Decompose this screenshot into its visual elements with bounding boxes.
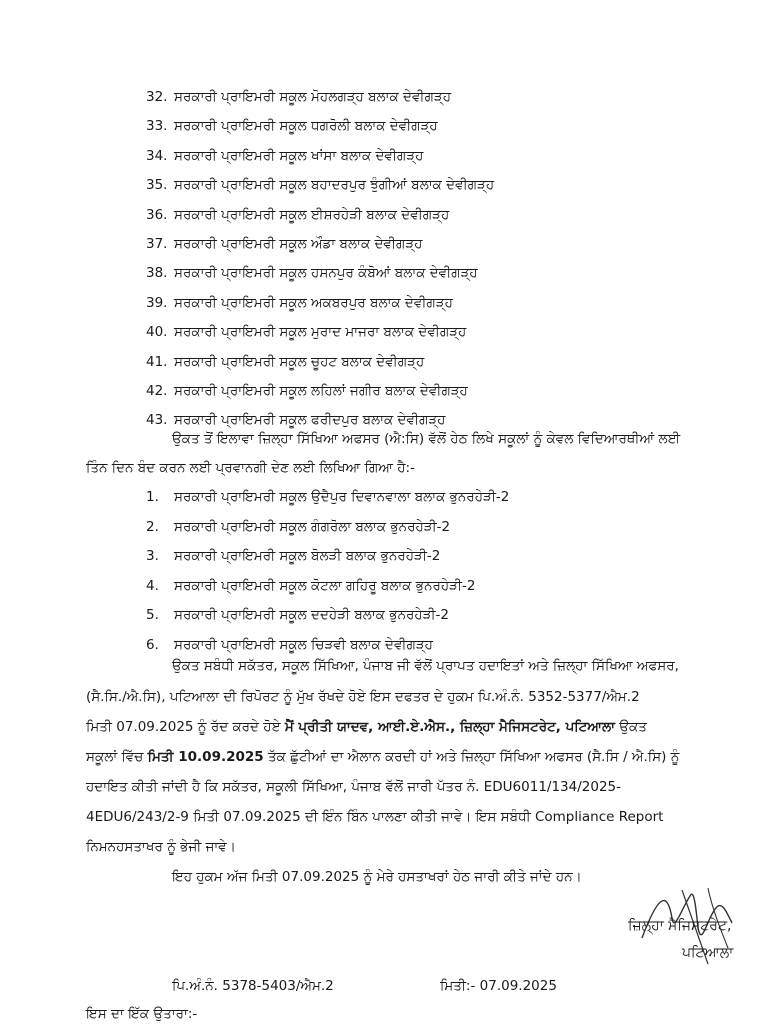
list-item-text: ਸਰਕਾਰੀ ਪ੍ਰਾਇਮਰੀ ਸਕੂਲ ਕੋਟਲਾ ਗਹਿਰੂ ਬਲਾਕ ਭੁਨਰਹੇੜੀ-2 bbox=[174, 577, 476, 594]
list-item-text: ਸਰਕਾਰੀ ਪ੍ਰਾਇਮਰੀ ਸਕੂਲ ਚੂਹਟ ਬਲਾਕ ਦੇਵੀਗੜ੍ਹ bbox=[174, 353, 425, 370]
signatory-title: ਜ਼ਿਲ੍ਹਾ ਮੈਜਿਸਟਰੇਟ, bbox=[628, 918, 732, 934]
list-item-number: 35. bbox=[146, 177, 168, 194]
list-item-text: ਸਰਕਾਰੀ ਪ੍ਰਾਇਮਰੀ ਸਕੂਲ ਮੋਹਲਗੜ੍ਹ ਬਲਾਕ ਦੇਵੀਗੜ੍ਹ bbox=[174, 89, 451, 105]
list-item-text: ਸਰਕਾਰੀ ਪ੍ਰਾਇਮਰੀ ਸਕੂਲ ਉਦੈਪੁਰ ਦਿਵਾਨਵਾਲਾ ਬਲਾਕ ਭੁਨਰਹੇੜੀ-2 bbox=[174, 489, 510, 505]
signatory-place: ਪਟਿਆਲਾ bbox=[682, 945, 734, 961]
list-item-number: 40. bbox=[146, 324, 168, 341]
list-item-text: ਸਰਕਾਰੀ ਪ੍ਰਾਇਮਰੀ ਸਕੂਲ ਖਾਂਸਾ ਬਲਾਕ ਦੇਵੀਗੜ੍ਹ bbox=[174, 147, 424, 164]
list-item-text: ਸਰਕਾਰੀ ਪ੍ਰਾਇਮਰੀ ਸਕੂਲ ਬਹਾਦਰਪੁਰ ਝੁੰਗੀਆਂ ਬਲਾਕ ਦੇਵੀਗੜ੍ਹ bbox=[174, 177, 495, 194]
body-line-4 bbox=[86, 748, 679, 766]
body-line-3-start: ਮਿਤੀ 07.09.2025 ਨੂੰ ਰੱਦ ਕਰਦੇ ਹੋਏ bbox=[86, 719, 285, 735]
list-item-text: ਸਰਕਾਰੀ ਪ੍ਰਾਇਮਰੀ ਸਕੂਲ ਫਰੀਦਪੁਰ ਬਲਾਕ ਦੇਵੀਗੜ੍ਹ bbox=[174, 412, 446, 429]
list-item-text: ਸਰਕਾਰੀ ਪ੍ਰਾਇਮਰੀ ਸਕੂਲ ਚਿੜਵੀ ਬਲਾਕ ਦੇਵੀਗੜ੍ਹ bbox=[174, 636, 433, 653]
body-line-4-end: ਤੱਕ ਛੁੱਟੀਆਂ ਦਾ ਐਲਾਨ ਕਰਦੀ ਹਾਂ ਅਤੇ ਜ਼ਿਲ੍ਹਾ ਸਿੱਖਿਆ ਅਫਸਰ (ਸੈ.ਸਿ / ਐ.ਸਿ) ਨੂੰ bbox=[263, 749, 680, 765]
body-line-5: ਹਦਾਇਤ ਕੀਤੀ ਜਾਂਦੀ ਹੈ ਕਿ ਸਕੱਤਰ, ਸਕੂਲੀ ਸਿੱਖਿਆ, ਪੰਜਾਬ ਵੱਲੋਂ ਜਾਰੀ ਪੱਤਰ ਨੰ. EDU6011/134/2025- bbox=[86, 779, 622, 795]
list-item-number: 42. bbox=[146, 383, 168, 399]
reference-date: ਮਿਤੀ:- 07.09.2025 bbox=[440, 978, 557, 994]
body-line-4-start: ਸਕੂਲਾਂ ਵਿੱਚ bbox=[86, 749, 148, 765]
intro-line-2: ਤਿੰਨ ਦਿਨ ਬੰਦ ਕਰਨ ਲਈ ਪ੍ਰਵਾਨਗੀ ਦੇਣ ਲਈ ਲਿਖਿਆ ਗਿਆ ਹੈ:- bbox=[86, 460, 415, 476]
list-item-number: 37. bbox=[146, 236, 168, 252]
copy-to-heading: ਇਸ ਦਾ ਇੱਕ ਉਤਾਰਾ:- bbox=[86, 1006, 198, 1022]
holiday-date: ਮਿਤੀ 10.09.2025 bbox=[147, 749, 264, 765]
list-item-number: 2. bbox=[146, 518, 159, 535]
body-line-8: ਇਹ ਹੁਕਮ ਅੱਜ ਮਿਤੀ 07.09.2025 ਨੂੰ ਮੇਰੇ ਹਸਤਾਖਰਾਂ ਹੇਠ ਜਾਰੀ ਕੀਤੇ ਜਾਂਦੇ ਹਨ। bbox=[172, 869, 582, 885]
list-item-text: ਸਰਕਾਰੀ ਪ੍ਰਾਇਮਰੀ ਸਕੂਲ ਮੁਰਾਦ ਮਾਜਰਾ ਬਲਾਕ ਦੇਵੀਗੜ੍ਹ bbox=[174, 324, 467, 341]
reference-number: ਪਿ.ਅੰ.ਨੰ. 5378-5403/ਐਮ.2 bbox=[172, 978, 334, 994]
list-item-text: ਸਰਕਾਰੀ ਪ੍ਰਾਇਮਰੀ ਸਕੂਲ ਲਹਿਲਾਂ ਜਗੀਰ ਬਲਾਕ ਦੇਵੀਗੜ੍ਹ bbox=[174, 383, 468, 399]
list-item-number: 1. bbox=[146, 489, 159, 505]
body-line-2: (ਸੈ.ਸਿ./ਐ.ਸਿ), ਪਟਿਆਲਾ ਦੀ ਰਿਪੋਰਟ ਨੂੰ ਮੁੱਖ ਰੱਖਦੇ ਹੋਏ ਇਸ ਦਫਤਰ ਦੇ ਹੁਕਮ ਪਿ.ਅੰ.ਨੰ. 5352-5377/ਐਮ.2 bbox=[86, 689, 640, 705]
body-line-1: ਉਕਤ ਸਬੰਧੀ ਸਕੱਤਰ, ਸਕੂਲ ਸਿੱਖਿਆ, ਪੰਜਾਬ ਜੀ ਵੱਲੋਂ ਪ੍ਰਾਪਤ ਹਦਾਇਤਾਂ ਅਤੇ ਜ਼ਿਲ੍ਹਾ ਸਿੱਖਿਆ ਅਫਸਰ, bbox=[172, 658, 679, 674]
list-item-text: ਸਰਕਾਰੀ ਪ੍ਰਾਇਮਰੀ ਸਕੂਲ ਔਡਾ ਬਲਾਕ ਦੇਵੀਗੜ੍ਹ bbox=[174, 236, 423, 252]
list-item-number: 36. bbox=[146, 206, 168, 223]
list-item-number: 33. bbox=[146, 118, 168, 135]
list-item-text: ਸਰਕਾਰੀ ਪ੍ਰਾਇਮਰੀ ਸਕੂਲ ਬੋਲੜੀ ਬਲਾਕ ਭੁਨਰਹੇੜੀ-2 bbox=[174, 548, 441, 564]
list-item-number: 5. bbox=[146, 607, 159, 623]
list-item-text: ਸਰਕਾਰੀ ਪ੍ਰਾਇਮਰੀ ਸਕੂਲ ਹਸਨਪੁਰ ਕੰਬੋਆਂ ਬਲਾਕ ਦੇਵੀਗੜ੍ਹ bbox=[174, 265, 478, 282]
list-item-number: 6. bbox=[146, 636, 159, 653]
body-line-7: ਨਿਮਨਹਸਤਾਖਰ ਨੂੰ ਭੇਜੀ ਜਾਵੇ। bbox=[86, 839, 236, 855]
intro-line-1: ਉਕਤ ਤੋਂ ਇਲਾਵਾ ਜ਼ਿਲ੍ਹਾ ਸਿੱਖਿਆ ਅਫਸਰ (ਐ:ਸਿ) ਵੱਲੋਂ ਹੇਠ ਲਿਖੇ ਸਕੂਲਾਂ ਨੂੰ ਕੇਵਲ ਵਿਦਿਆਰਥੀਆਂ ਲਈ bbox=[172, 431, 681, 447]
list-item-text: ਸਰਕਾਰੀ ਪ੍ਰਾਇਮਰੀ ਸਕੂਲ ਗੰਗਰੋਲਾ ਬਲਾਕ ਭੁਨਰਹੇੜੀ-2 bbox=[174, 518, 451, 535]
magistrate-name: ਮੈਂ ਪ੍ਰੀਤੀ ਯਾਦਵ, ਆਈ.ਏ.ਐਸ., ਜ਼ਿਲ੍ਹਾ ਮੈਜਿਸਟਰੇਟ, ਪਟਿਆਲਾ bbox=[284, 719, 615, 735]
list-item-text: ਸਰਕਾਰੀ ਪ੍ਰਾਇਮਰੀ ਸਕੂਲ ਈਸ਼ਰਹੇੜੀ ਬਲਾਕ ਦੇਵੀਗੜ੍ਹ bbox=[174, 206, 450, 223]
list-item-number: 43. bbox=[146, 412, 168, 429]
list-item-number: 34. bbox=[146, 147, 168, 164]
list-item-number: 38. bbox=[146, 265, 168, 282]
list-item-number: 32. bbox=[146, 89, 168, 105]
body-line-3-end: ਉਕਤ bbox=[614, 719, 647, 735]
list-item-text: ਸਰਕਾਰੀ ਪ੍ਰਾਇਮਰੀ ਸਕੂਲ ਧਗਰੋਲੀ ਬਲਾਕ ਦੇਵੀਗੜ੍ਹ bbox=[174, 118, 438, 135]
body-line-6: 4EDU6/243/2-9 ਮਿਤੀ 07.09.2025 ਦੀ ਇੰਨ ਬਿੰਨ ਪਾਲਣਾ ਕੀਤੀ ਜਾਵੇ। ਇਸ ਸਬੰਧੀ Compliance Report bbox=[86, 809, 664, 825]
list-item-number: 3. bbox=[146, 548, 159, 564]
body-line-3 bbox=[86, 718, 647, 736]
list-item-text: ਸਰਕਾਰੀ ਪ੍ਰਾਇਮਰੀ ਸਕੂਲ ਅਕਬਰਪੁਰ ਬਲਾਕ ਦੇਵੀਗੜ੍ਹ bbox=[174, 294, 453, 311]
list-item-text: ਸਰਕਾਰੀ ਪ੍ਰਾਇਮਰੀ ਸਕੂਲ ਦਦਹੇੜੀ ਬਲਾਕ ਭੁਨਰਹੇੜੀ-2 bbox=[174, 607, 450, 623]
list-item-number: 39. bbox=[146, 294, 168, 311]
list-item-number: 4. bbox=[146, 577, 159, 594]
list-item-number: 41. bbox=[146, 353, 168, 370]
